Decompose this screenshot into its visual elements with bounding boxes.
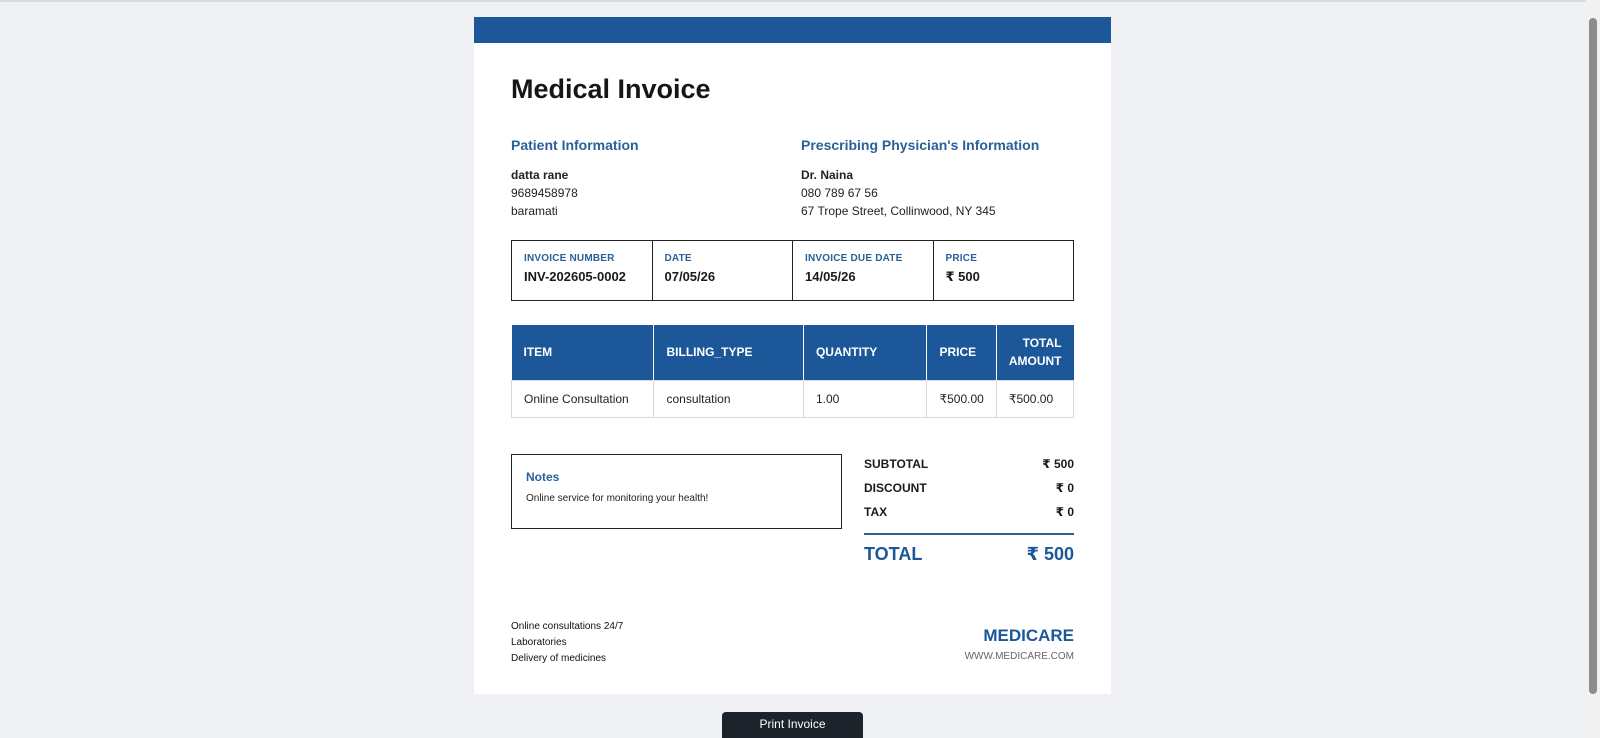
physician-section-title: Prescribing Physician's Information [801,137,1040,153]
meta-label: INVOICE NUMBER [524,253,615,264]
meta-value: 07/05/26 [664,269,716,284]
brand-name: MEDICARE [983,626,1074,645]
tax-label: TAX [864,505,888,519]
vertical-scrollbar[interactable] [1586,0,1600,738]
invoice-sheet [474,17,1111,694]
notes-box [511,454,842,529]
meta-label: DATE [664,253,692,264]
brand-url: WWW.MEDICARE.COM [964,651,1074,662]
subtotal-value: ₹ 500 [1042,457,1074,471]
service-item: Online consultations 24/7 [511,621,624,632]
physician-name: Dr. Naina [801,168,854,182]
service-item: Laboratories [511,637,567,648]
physician-phone: 080 789 67 56 [801,186,878,200]
meta-price [934,241,1074,300]
subtotal-row [864,456,1074,480]
print-invoice-button[interactable]: Print Invoice [722,712,863,738]
meta-label: INVOICE DUE DATE [805,253,903,264]
patient-name: datta rane [511,168,569,182]
brand-block [965,626,1074,662]
totals-divider [864,533,1074,535]
meta-date [653,241,794,300]
table-cell: 1.00 [803,380,927,417]
invoice-meta-box [511,240,1074,301]
discount-row [864,480,1074,504]
subtotal-label: SUBTOTAL [864,457,929,471]
grand-total-row [864,544,1074,565]
notes-text: Online service for monitoring your health! [526,493,709,504]
meta-value: INV-202605-0002 [524,269,626,284]
billing-table [511,325,1074,418]
physician-address: 67 Trope Street, Collinwood, NY 345 [801,204,996,218]
discount-value: ₹ 0 [1055,481,1074,495]
table-cell: Online Consultation [512,380,654,417]
table-cell: ₹500.00 [927,380,996,417]
tax-value: ₹ 0 [1055,505,1074,519]
table-header-row [512,325,1074,380]
meta-due-date [793,241,934,300]
patient-info [511,136,639,220]
column-header: ITEM [512,325,654,380]
scrollbar-thumb[interactable] [1589,18,1597,694]
column-header: BILLING_TYPE [654,325,803,380]
browser-top-border [0,0,1600,2]
column-header: QUANTITY [803,325,927,380]
invoice-header-bar [474,17,1111,43]
table-cell: consultation [654,380,803,417]
invoice-title: Medical Invoice [511,74,711,104]
patient-address: baramati [511,204,558,218]
physician-info [801,136,1039,220]
total-value: ₹ 500 [1026,544,1074,564]
patient-section-title: Patient Information [511,137,639,153]
services-list [511,619,623,667]
service-item: Delivery of medicines [511,653,607,664]
meta-invoice-number [512,241,653,300]
total-label: TOTAL [864,544,923,564]
column-header: TOTAL AMOUNT [996,325,1073,380]
patient-phone: 9689458978 [511,186,578,200]
column-header: PRICE [927,325,996,380]
table-cell: ₹500.00 [996,380,1073,417]
totals-summary [864,456,1074,565]
meta-label: PRICE [945,253,978,264]
table-row [512,380,1074,417]
meta-value: 14/05/26 [805,269,856,284]
meta-value: ₹ 500 [945,269,980,284]
discount-label: DISCOUNT [864,481,927,495]
tax-row [864,504,1074,528]
notes-title: Notes [526,470,560,484]
